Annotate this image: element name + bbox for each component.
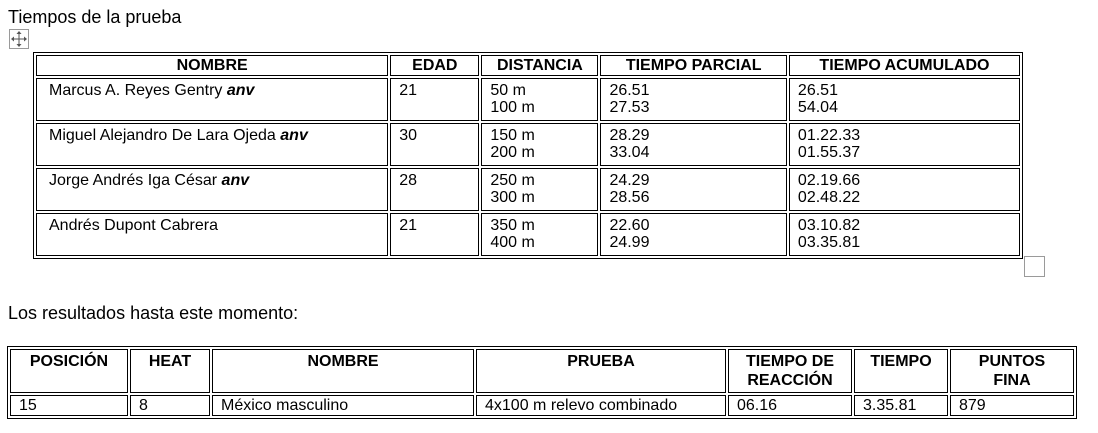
results-heading: Los resultados hasta este momento: <box>8 303 299 323</box>
heat-cell: 8 <box>130 395 210 416</box>
col-header-tiempo-parcial: TIEMPO PARCIAL <box>600 55 786 76</box>
team-name-cell: México masculino <box>212 395 474 416</box>
distance-cell <box>481 213 598 256</box>
split-value: 22.60 <box>609 217 650 234</box>
swimmer-name-cell <box>36 168 388 211</box>
cumulative-value: 01.55.37 <box>797 144 861 161</box>
split-cell <box>600 213 786 256</box>
times-heading: Tiempos de la prueba <box>8 7 182 27</box>
distance-cell <box>481 123 598 166</box>
distance-value: 400 m <box>490 234 535 251</box>
distance-value: 100 m <box>490 99 535 116</box>
swimmer-name: Andrés Dupont Cabrera <box>49 217 218 234</box>
col-header-edad: EDAD <box>390 55 479 76</box>
table-resize-handle-icon[interactable] <box>1024 256 1045 277</box>
distance-value: 300 m <box>490 189 535 206</box>
table-row <box>36 213 1020 256</box>
col-header-nombre: NOMBRE <box>36 55 388 76</box>
move-arrows-icon <box>10 30 28 48</box>
swimmer-tag: anv <box>280 127 308 144</box>
table-move-handle-icon[interactable] <box>9 29 29 49</box>
swimmer-name: Miguel Alejandro De Lara Ojeda <box>49 127 276 144</box>
cumulative-cell <box>789 213 1020 256</box>
time-cell: 3.35.81 <box>854 395 948 416</box>
cumulative-value: 01.22.33 <box>797 127 861 144</box>
cumulative-value: 03.35.81 <box>797 234 861 251</box>
split-value: 28.56 <box>609 189 650 206</box>
split-value: 28.29 <box>609 127 650 144</box>
swimmer-name-cell <box>36 78 388 121</box>
table-row <box>10 395 1074 416</box>
swimmer-tag: anv <box>221 172 250 189</box>
cumulative-value: 02.19.66 <box>797 172 861 189</box>
split-value: 27.53 <box>609 99 650 116</box>
cumulative-cell <box>789 123 1020 166</box>
table-row <box>36 123 1020 166</box>
position-cell: 15 <box>10 395 128 416</box>
distance-value: 200 m <box>490 144 535 161</box>
distance-value: 250 m <box>490 172 535 189</box>
cumulative-value: 02.48.22 <box>797 189 861 206</box>
results-table <box>7 346 1077 419</box>
col-header-puntos-fina: PUNTOS FINA <box>950 349 1074 393</box>
cumulative-value: 54.04 <box>797 99 838 116</box>
distance-cell <box>481 78 598 121</box>
times-table-header-row <box>36 55 1020 76</box>
distance-value: 150 m <box>490 127 535 144</box>
split-cell <box>600 78 786 121</box>
col-header-posicion: POSICIÓN <box>10 349 128 393</box>
table-row <box>36 168 1020 211</box>
swimmer-name-cell <box>36 123 388 166</box>
results-table-header-row <box>10 349 1074 393</box>
event-cell: 4x100 m relevo combinado <box>476 395 726 416</box>
distance-cell <box>481 168 598 211</box>
split-value: 33.04 <box>609 144 650 161</box>
fina-points-cell: 879 <box>950 395 1074 416</box>
split-cell <box>600 123 786 166</box>
cumulative-cell <box>789 78 1020 121</box>
swimmer-name: Marcus A. Reyes Gentry <box>49 82 223 99</box>
swimmer-tag: anv <box>226 82 255 99</box>
col-header-tiempo: TIEMPO <box>854 349 948 393</box>
col-header-distancia: DISTANCIA <box>481 55 598 76</box>
col-header-heat: HEAT <box>130 349 210 393</box>
age-cell: 30 <box>390 123 479 166</box>
age-cell: 21 <box>390 213 479 256</box>
swimmer-name: Jorge Andrés Iga César <box>49 172 218 189</box>
cumulative-value: 26.51 <box>797 82 838 99</box>
distance-value: 50 m <box>490 82 526 99</box>
age-cell: 21 <box>390 78 479 121</box>
cumulative-cell <box>789 168 1020 211</box>
table-row <box>36 78 1020 121</box>
col-header-tiempo-acumulado: TIEMPO ACUMULADO <box>789 55 1020 76</box>
distance-value: 350 m <box>490 217 535 234</box>
col-header-tiempo-de-reaccion: TIEMPO DE REACCIÓN <box>728 349 852 393</box>
age-cell: 28 <box>390 168 479 211</box>
col-header-prueba: PRUEBA <box>476 349 726 393</box>
split-cell <box>600 168 786 211</box>
cumulative-value: 03.10.82 <box>797 217 861 234</box>
times-table <box>33 52 1023 259</box>
split-value: 24.29 <box>609 172 650 189</box>
swimmer-name-cell <box>36 213 388 256</box>
split-value: 26.51 <box>609 82 650 99</box>
col-header-nombre: NOMBRE <box>212 349 474 393</box>
reaction-time-cell: 06.16 <box>728 395 852 416</box>
split-value: 24.99 <box>609 234 650 251</box>
